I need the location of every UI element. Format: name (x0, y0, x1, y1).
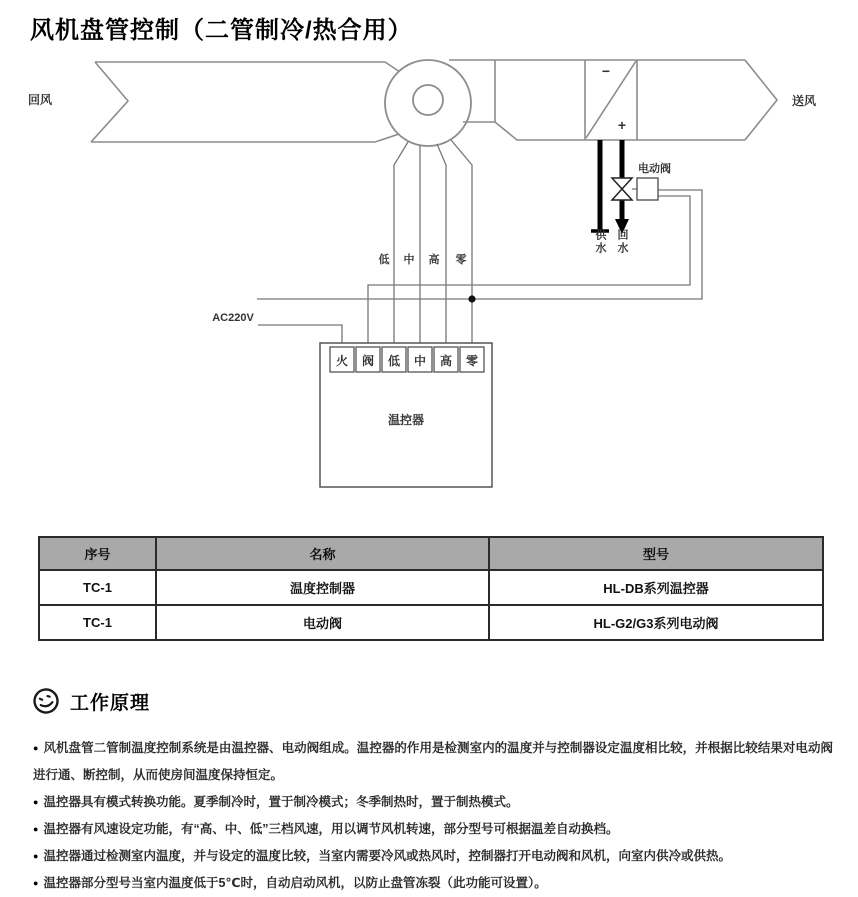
terminal-high-label: 高 (439, 354, 453, 368)
header-model: 型号 (489, 537, 823, 570)
title-bar (0, 0, 858, 50)
fan-speed-zero-label: 零 (455, 254, 467, 266)
thermostat (320, 343, 492, 487)
wire-low (394, 142, 408, 348)
coil-plus-sign: + (617, 117, 627, 133)
motorized-valve (612, 178, 658, 200)
cell-serial: TC-1 (39, 570, 156, 605)
valve-actuator-box (637, 178, 658, 200)
smiley-icon (32, 687, 60, 715)
principle-heading (32, 687, 858, 715)
principle-item (33, 816, 833, 843)
principle-list (33, 735, 833, 897)
control-wiring (257, 140, 702, 348)
table-header-row (39, 537, 823, 570)
fan-coil-schematic (0, 50, 858, 500)
fan-outlet-edge (463, 122, 745, 140)
water-pipes (591, 140, 622, 231)
electric-valve-label: 电动阀 (638, 163, 671, 175)
fan-hub-circle (413, 85, 443, 115)
components-table (38, 536, 824, 641)
supply-water-label: 供水 (594, 229, 606, 255)
principle-text: 温控器通过检测室内温度，并与设定的温度比较，当室内需要冷风或热风时，控制器打开电动阀和风机，向室内供冷或供热。 (43, 849, 731, 863)
coil-minus-sign: − (601, 63, 611, 79)
cell-model: HL-DB系列温控器 (489, 570, 823, 605)
valve-bottom-triangle (612, 189, 632, 200)
terminal-low-label: 低 (387, 354, 401, 368)
power-label: AC220V (212, 312, 254, 324)
coil-diagonal (586, 61, 636, 138)
header-serial: 序号 (39, 537, 156, 570)
return-air-label: 回风 (27, 93, 53, 107)
terminal-valve-label: 阀 (361, 354, 375, 368)
bullet-dot: ● (33, 824, 39, 834)
bullet-dot: ● (33, 851, 39, 861)
principle-item (33, 735, 833, 789)
fan-speed-low-label: 低 (378, 254, 390, 266)
terminal-zero-label: 零 (465, 354, 479, 368)
wire-neutral-to-valve (257, 190, 702, 299)
principle-text: 温控器具有模式转换功能。夏季制冷时，置于制冷模式；冬季制热时，置于制热模式。 (43, 795, 519, 809)
fan-outlet (463, 122, 745, 140)
terminal-mid-label: 中 (413, 354, 427, 368)
fan-speed-high-label: 高 (428, 254, 440, 266)
return-duct-top (95, 62, 400, 72)
principle-text: 温控器有风速设定功能，有“高、中、低”三档风速，用以调节风机转速，部分型号可根据温差自动换档。 (43, 822, 619, 836)
supply-duct-arrow (745, 60, 777, 140)
cell-serial: TC-1 (39, 605, 156, 640)
bullet-dot: ● (33, 743, 39, 753)
wire-valve-terminal (368, 196, 690, 348)
wire-zero (451, 140, 472, 348)
table-row (39, 605, 823, 640)
principle-text: 风机盘管二管制温度控制系统是由温控器、电动阀组成。温控器的作用是检测室内的温度并与控制器设定温度相比较，并根据比较结果对电动阀进行通、断控制，从而使房间温度保持恒定。 (33, 741, 833, 782)
bullet-dot: ● (33, 797, 39, 807)
principle-text: 温控器部分型号当室内温度低于5℃时，自动启动风机，以防止盘管冻裂（此功能可设置）。 (43, 876, 547, 890)
principle-item (33, 870, 833, 897)
page-title: 风机盘管控制（二管制冷/热合用） (30, 17, 413, 44)
wire-high (437, 144, 446, 348)
wire-junction-dot (468, 295, 475, 302)
return-duct-bottom (91, 134, 399, 142)
terminal-live-label: 火 (335, 354, 349, 368)
table-row (39, 570, 823, 605)
supply-air-label: 送风 (791, 94, 817, 108)
thermostat-label: 温控器 (387, 413, 425, 427)
bullet-dot: ● (33, 878, 39, 888)
header-name: 名称 (156, 537, 489, 570)
valve-top-triangle (612, 178, 632, 189)
cell-name: 电动阀 (156, 605, 489, 640)
cell-model: HL-G2/G3系列电动阀 (489, 605, 823, 640)
return-water-label: 回水 (616, 229, 628, 255)
cell-name: 温度控制器 (156, 570, 489, 605)
principle-heading-text: 工作原理 (70, 692, 151, 714)
fan-speed-mid-label: 中 (403, 254, 415, 266)
return-duct-chevron (91, 62, 128, 142)
principle-item (33, 843, 833, 870)
principle-item (33, 789, 833, 816)
